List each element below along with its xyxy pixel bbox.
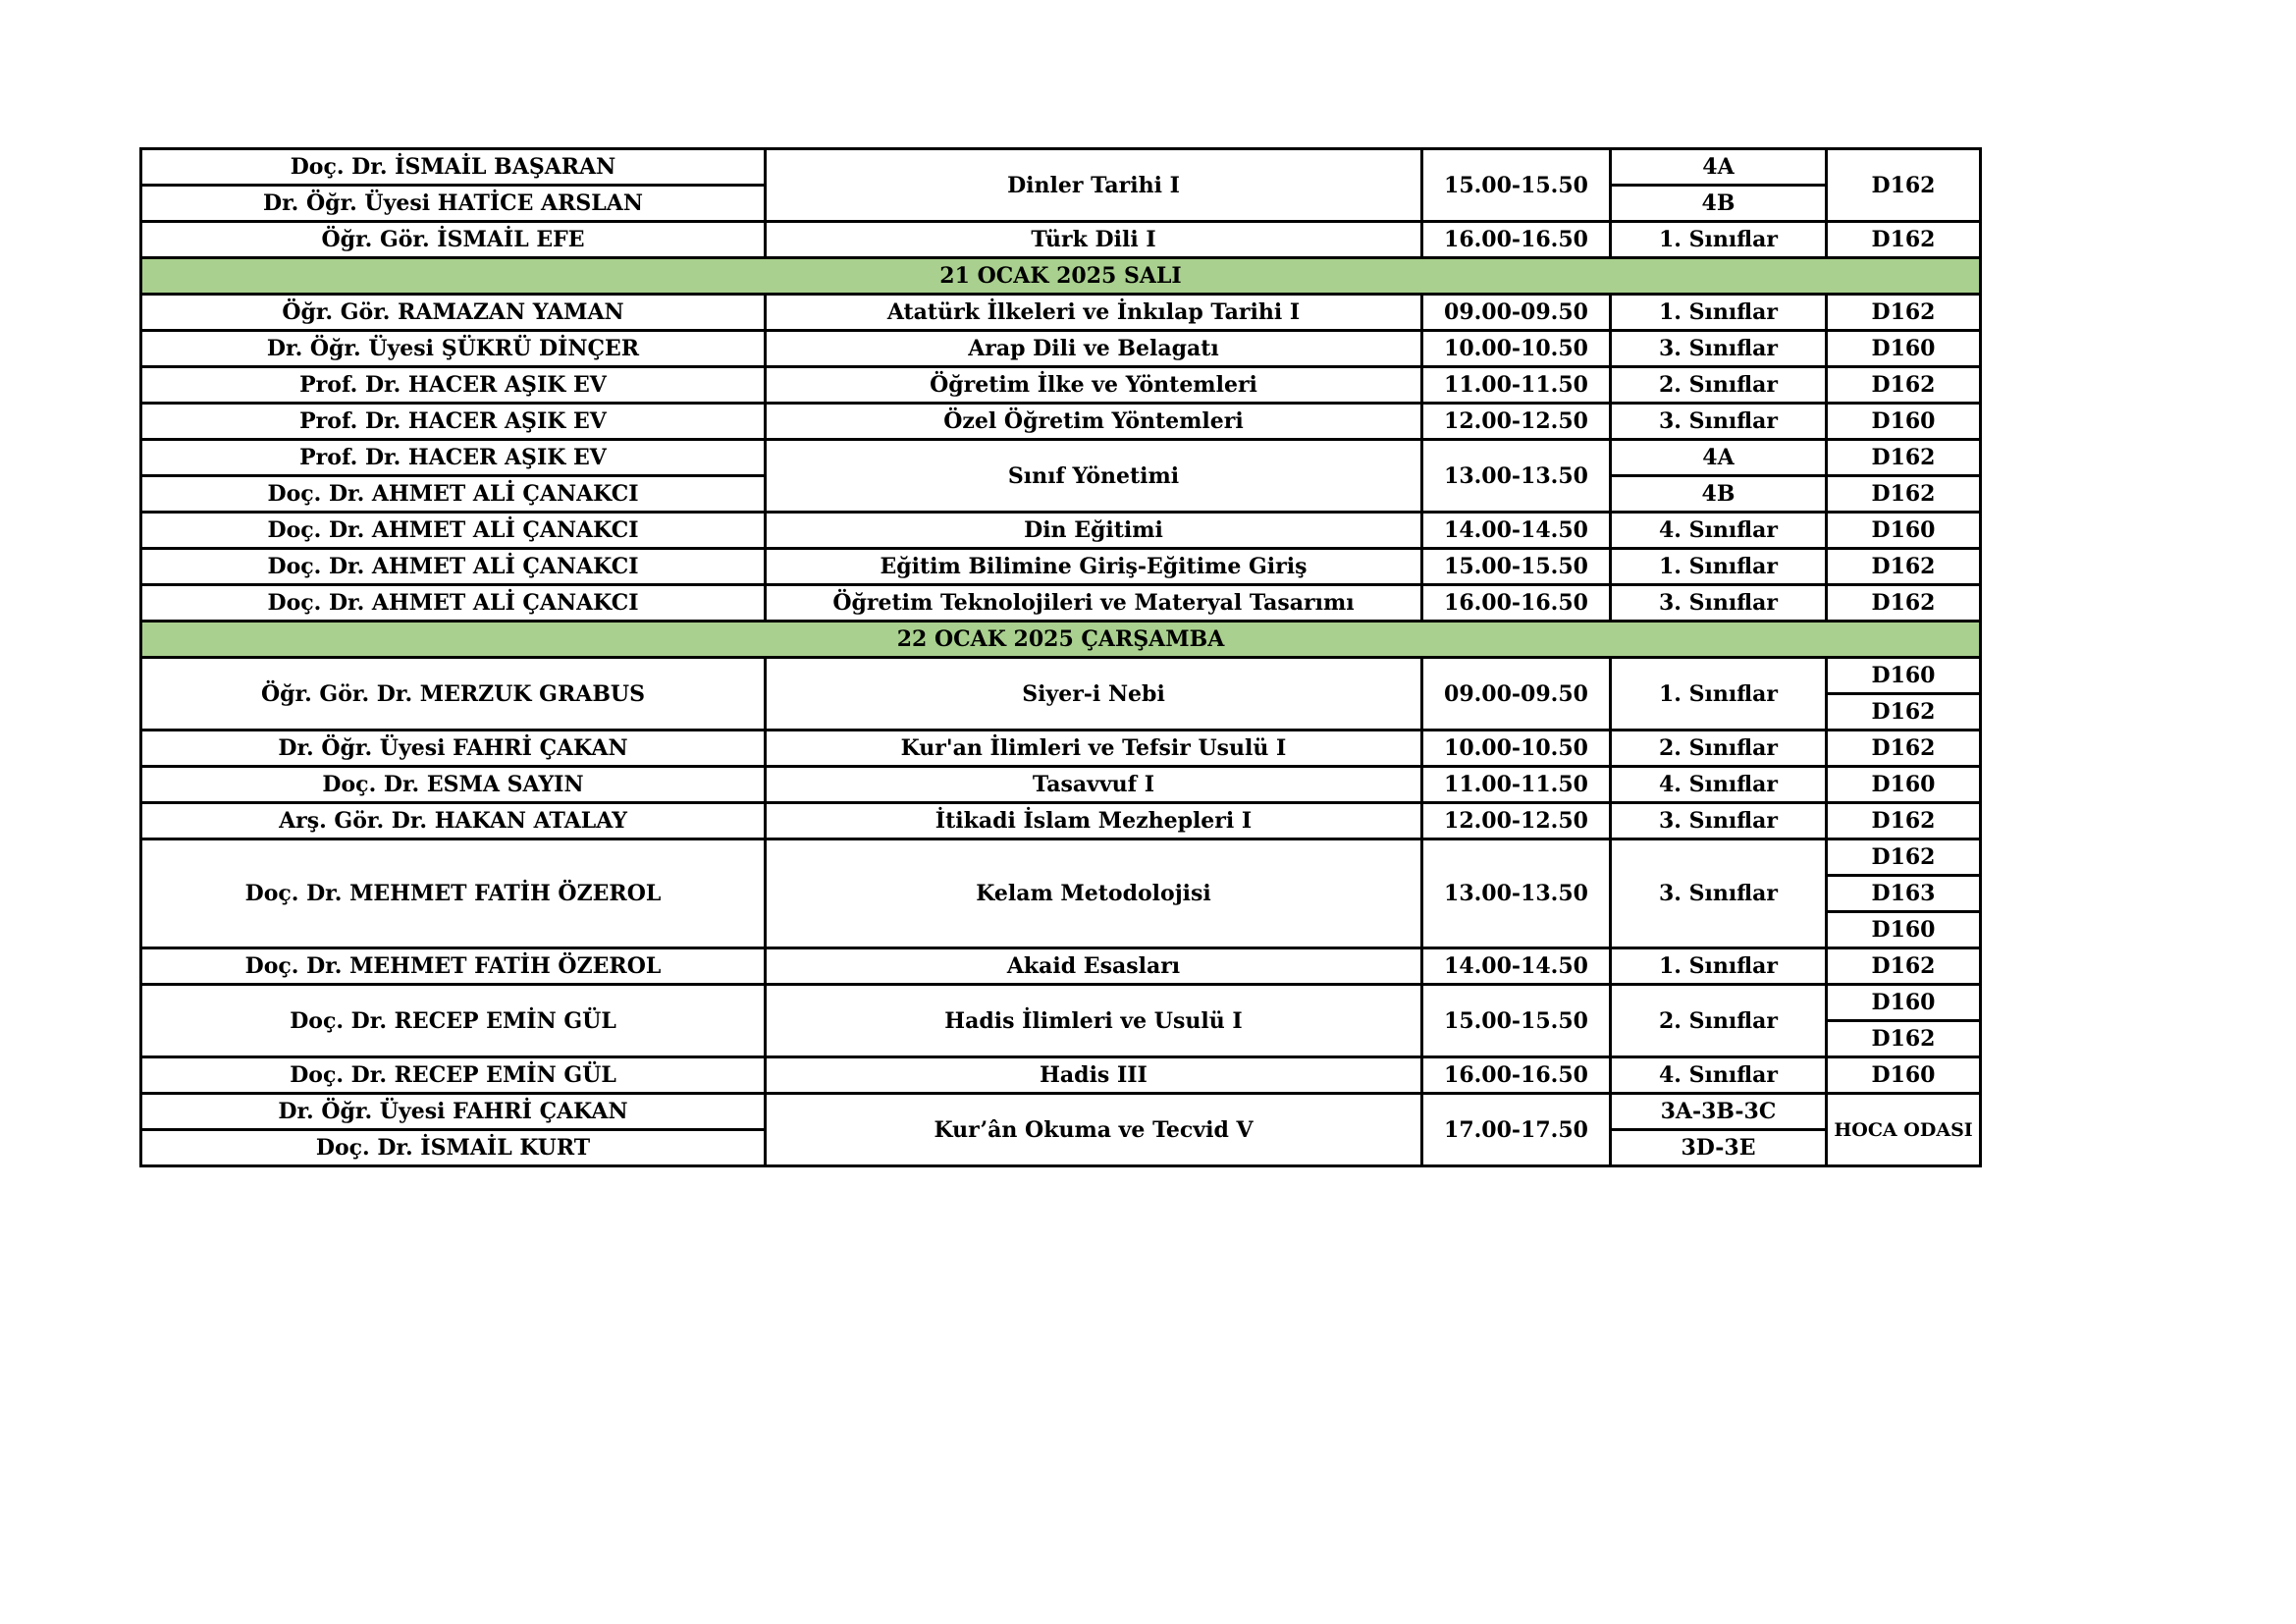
course-cell: Tasavvuf I: [766, 767, 1422, 803]
room-cell: D163: [1827, 876, 1981, 912]
room-cell: D162: [1827, 149, 1981, 222]
room-cell: D160: [1827, 1057, 1981, 1094]
table-row: [141, 331, 1981, 367]
instructor-cell: Doç. Dr. MEHMET FATİH ÖZEROL: [141, 839, 766, 948]
class-cell: 1. Sınıflar: [1611, 948, 1827, 985]
course-cell: Akaid Esasları: [766, 948, 1422, 985]
room-cell: HOCA ODASI: [1827, 1094, 1981, 1166]
class-cell: 4. Sınıflar: [1611, 1057, 1827, 1094]
course-cell: Kelam Metodolojisi: [766, 839, 1422, 948]
class-cell: 3. Sınıflar: [1611, 331, 1827, 367]
room-cell: D160: [1827, 985, 1981, 1021]
instructor-cell: Öğr. Gör. İSMAİL EFE: [141, 222, 766, 258]
table-row: [141, 295, 1981, 331]
course-cell: Eğitim Bilimine Giriş-Eğitime Giriş: [766, 549, 1422, 585]
time-cell: 12.00-12.50: [1422, 404, 1611, 440]
room-cell: D162: [1827, 731, 1981, 767]
class-cell: 1. Sınıflar: [1611, 549, 1827, 585]
course-cell: Sınıf Yönetimi: [766, 440, 1422, 513]
table-row: [141, 585, 1981, 622]
room-cell: D162: [1827, 440, 1981, 476]
class-cell: 4A: [1611, 440, 1827, 476]
instructor-cell: Doç. Dr. AHMET ALİ ÇANAKCI: [141, 585, 766, 622]
table-row: [141, 549, 1981, 585]
course-cell: Din Eğitimi: [766, 513, 1422, 549]
class-cell: 4B: [1611, 186, 1827, 222]
instructor-cell: Doç. Dr. MEHMET FATİH ÖZEROL: [141, 948, 766, 985]
table-row: [141, 948, 1981, 985]
instructor-cell: Doç. Dr. ESMA SAYIN: [141, 767, 766, 803]
time-cell: 11.00-11.50: [1422, 767, 1611, 803]
instructor-cell: Doç. Dr. AHMET ALİ ÇANAKCI: [141, 549, 766, 585]
time-cell: 10.00-10.50: [1422, 331, 1611, 367]
day-header-row: [141, 622, 1981, 658]
table-row: [141, 803, 1981, 839]
day-header-row: [141, 258, 1981, 295]
time-cell: 15.00-15.50: [1422, 985, 1611, 1057]
exam-schedule-table: [139, 147, 1982, 1167]
table-row: [141, 367, 1981, 404]
class-cell: 2. Sınıflar: [1611, 367, 1827, 404]
table-row: [141, 658, 1981, 694]
room-cell: D160: [1827, 912, 1981, 948]
instructor-cell: Doç. Dr. RECEP EMİN GÜL: [141, 1057, 766, 1094]
room-cell: D162: [1827, 948, 1981, 985]
course-cell: Kur'an İlimleri ve Tefsir Usulü I: [766, 731, 1422, 767]
time-cell: 16.00-16.50: [1422, 222, 1611, 258]
instructor-cell: Arş. Gör. Dr. HAKAN ATALAY: [141, 803, 766, 839]
course-cell: İtikadi İslam Mezhepleri I: [766, 803, 1422, 839]
instructor-cell: Doç. Dr. AHMET ALİ ÇANAKCI: [141, 476, 766, 513]
instructor-cell: Prof. Dr. HACER AŞIK EV: [141, 440, 766, 476]
time-cell: 09.00-09.50: [1422, 295, 1611, 331]
day-header: 21 OCAK 2025 SALI: [141, 258, 1981, 295]
course-cell: Hadis İlimleri ve Usulü I: [766, 985, 1422, 1057]
table-row: [141, 149, 1981, 186]
day-header: 22 OCAK 2025 ÇARŞAMBA: [141, 622, 1981, 658]
course-cell: Türk Dili I: [766, 222, 1422, 258]
table-row: [141, 513, 1981, 549]
room-cell: D160: [1827, 658, 1981, 694]
instructor-cell: Dr. Öğr. Üyesi FAHRİ ÇAKAN: [141, 731, 766, 767]
instructor-cell: Doç. Dr. RECEP EMİN GÜL: [141, 985, 766, 1057]
table-row: [141, 1057, 1981, 1094]
table-row: [141, 767, 1981, 803]
course-cell: Öğretim Teknolojileri ve Materyal Tasarımı: [766, 585, 1422, 622]
time-cell: 14.00-14.50: [1422, 948, 1611, 985]
room-cell: D162: [1827, 549, 1981, 585]
time-cell: 12.00-12.50: [1422, 803, 1611, 839]
time-cell: 10.00-10.50: [1422, 731, 1611, 767]
class-cell: 3. Sınıflar: [1611, 803, 1827, 839]
class-cell: 3A-3B-3C: [1611, 1094, 1827, 1130]
room-cell: D162: [1827, 1021, 1981, 1057]
room-cell: D160: [1827, 513, 1981, 549]
course-cell: Atatürk İlkeleri ve İnkılap Tarihi I: [766, 295, 1422, 331]
course-cell: Özel Öğretim Yöntemleri: [766, 404, 1422, 440]
room-cell: D162: [1827, 585, 1981, 622]
table-row: [141, 440, 1981, 476]
course-cell: Hadis III: [766, 1057, 1422, 1094]
course-cell: Kur’ân Okuma ve Tecvid V: [766, 1094, 1422, 1166]
instructor-cell: Dr. Öğr. Üyesi HATİCE ARSLAN: [141, 186, 766, 222]
instructor-cell: Dr. Öğr. Üyesi ŞÜKRÜ DİNÇER: [141, 331, 766, 367]
time-cell: 17.00-17.50: [1422, 1094, 1611, 1166]
class-cell: 1. Sınıflar: [1611, 658, 1827, 731]
time-cell: 14.00-14.50: [1422, 513, 1611, 549]
instructor-cell: Doç. Dr. İSMAİL KURT: [141, 1130, 766, 1166]
course-cell: Siyer-i Nebi: [766, 658, 1422, 731]
class-cell: 3. Sınıflar: [1611, 404, 1827, 440]
time-cell: 16.00-16.50: [1422, 585, 1611, 622]
table-row: [141, 985, 1981, 1021]
class-cell: 4. Sınıflar: [1611, 513, 1827, 549]
class-cell: 1. Sınıflar: [1611, 295, 1827, 331]
time-cell: 15.00-15.50: [1422, 149, 1611, 222]
room-cell: D162: [1827, 839, 1981, 876]
table-row: [141, 1094, 1981, 1130]
class-cell: 3. Sınıflar: [1611, 585, 1827, 622]
table-row: [141, 222, 1981, 258]
time-cell: 16.00-16.50: [1422, 1057, 1611, 1094]
room-cell: D160: [1827, 767, 1981, 803]
room-cell: D160: [1827, 331, 1981, 367]
instructor-cell: Öğr. Gör. RAMAZAN YAMAN: [141, 295, 766, 331]
room-cell: D162: [1827, 694, 1981, 731]
time-cell: 11.00-11.50: [1422, 367, 1611, 404]
table-row: [141, 404, 1981, 440]
time-cell: 13.00-13.50: [1422, 839, 1611, 948]
room-cell: D162: [1827, 295, 1981, 331]
room-cell: D162: [1827, 803, 1981, 839]
class-cell: 4A: [1611, 149, 1827, 186]
course-cell: Öğretim İlke ve Yöntemleri: [766, 367, 1422, 404]
room-cell: D162: [1827, 367, 1981, 404]
table-row: [141, 839, 1981, 876]
class-cell: 2. Sınıflar: [1611, 985, 1827, 1057]
room-cell: D162: [1827, 222, 1981, 258]
instructor-cell: Doç. Dr. AHMET ALİ ÇANAKCI: [141, 513, 766, 549]
instructor-cell: Prof. Dr. HACER AŞIK EV: [141, 367, 766, 404]
time-cell: 15.00-15.50: [1422, 549, 1611, 585]
course-cell: Dinler Tarihi I: [766, 149, 1422, 222]
instructor-cell: Dr. Öğr. Üyesi FAHRİ ÇAKAN: [141, 1094, 766, 1130]
room-cell: D160: [1827, 404, 1981, 440]
time-cell: 13.00-13.50: [1422, 440, 1611, 513]
class-cell: 3. Sınıflar: [1611, 839, 1827, 948]
class-cell: 3D-3E: [1611, 1130, 1827, 1166]
time-cell: 09.00-09.50: [1422, 658, 1611, 731]
instructor-cell: Öğr. Gör. Dr. MERZUK GRABUS: [141, 658, 766, 731]
room-cell: D162: [1827, 476, 1981, 513]
class-cell: 4B: [1611, 476, 1827, 513]
course-cell: Arap Dili ve Belagatı: [766, 331, 1422, 367]
class-cell: 2. Sınıflar: [1611, 731, 1827, 767]
table-row: [141, 731, 1981, 767]
instructor-cell: Doç. Dr. İSMAİL BAŞARAN: [141, 149, 766, 186]
class-cell: 1. Sınıflar: [1611, 222, 1827, 258]
class-cell: 4. Sınıflar: [1611, 767, 1827, 803]
instructor-cell: Prof. Dr. HACER AŞIK EV: [141, 404, 766, 440]
